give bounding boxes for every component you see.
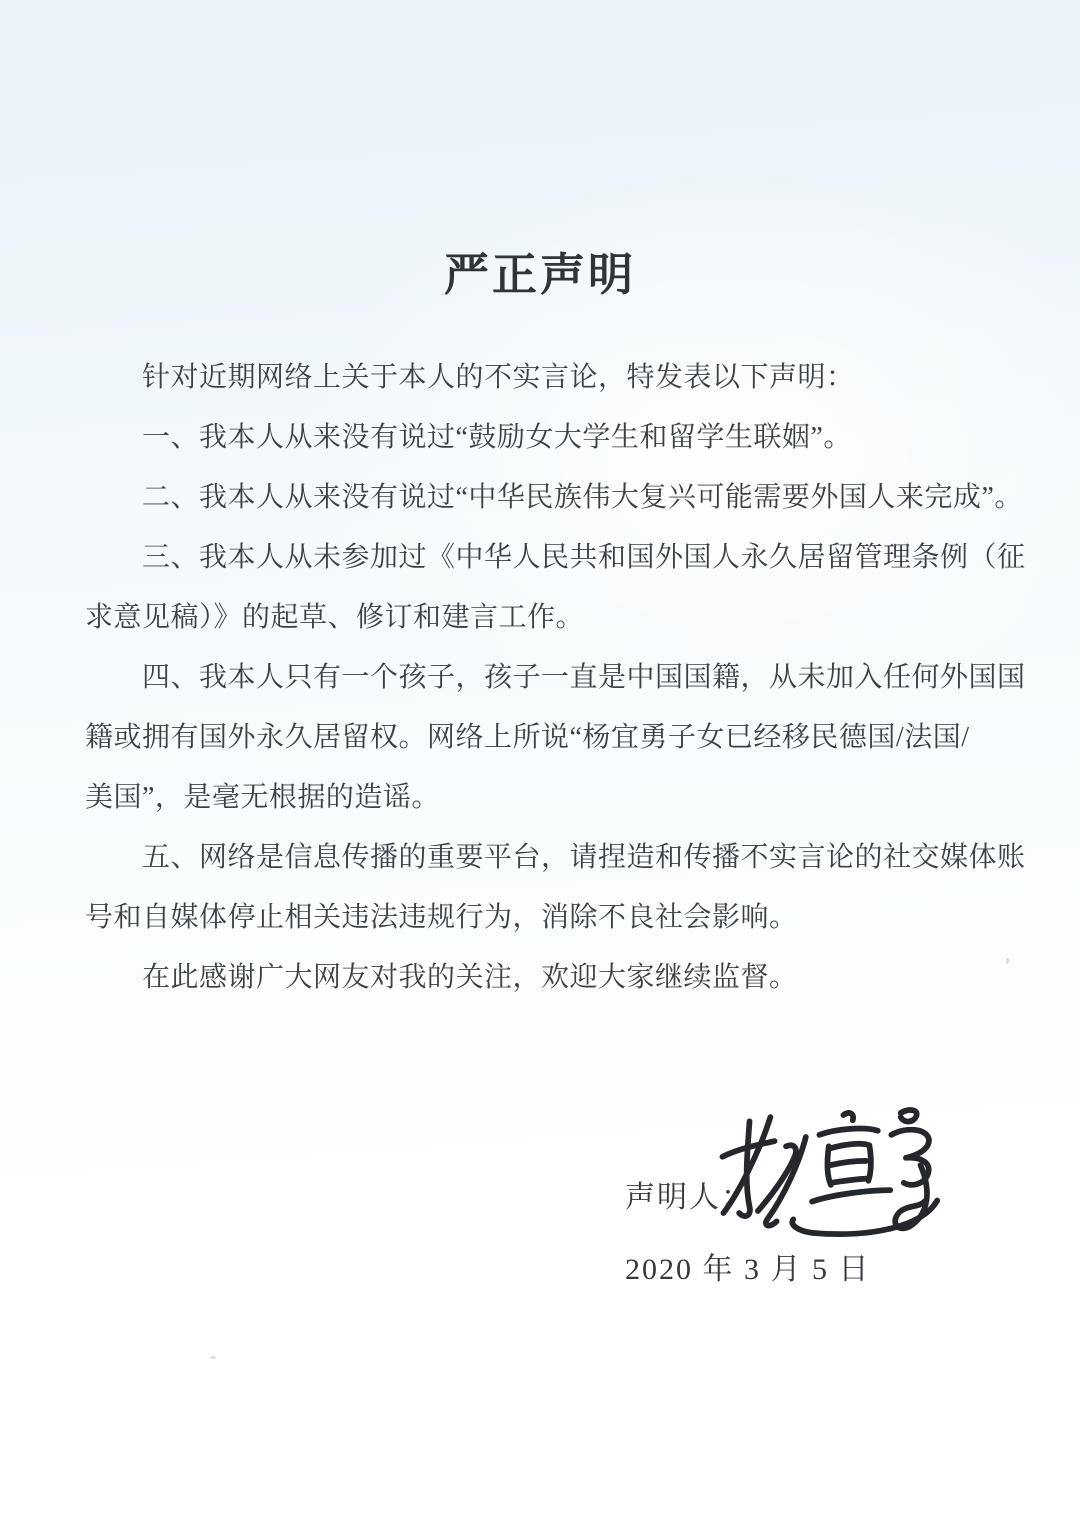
statement-line: 四、我本人只有一个孩子，孩子一直是中国国籍，从未加入任何外国国 [142, 662, 1026, 693]
statement-line: 二、我本人从来没有说过“中华民族伟大复兴可能需要外国人来完成”。 [142, 482, 1023, 513]
signatory-label: 声明人： [625, 1181, 753, 1214]
signature-date: 2020 年 3 月 5 日 [625, 1253, 871, 1286]
statement-body [85, 348, 1025, 1008]
statement-line: 一、我本人从来没有说过“鼓励女大学生和留学生联姻”。 [142, 422, 852, 453]
statement-line: 求意见稿）》的起草、修订和建言工作。 [85, 602, 585, 633]
handwritten-signature [712, 1100, 957, 1250]
statement-line: 籍或拥有国外永久居留权。网络上所说“杨宜勇子女已经移民德国/法国/ [85, 722, 970, 753]
statement-line: 三、我本人从未参加过《中华人民共和国外国人永久居留管理条例（征 [142, 542, 1026, 573]
scan-artifact [1006, 958, 1009, 964]
statement-line: 五、网络是信息传播的重要平台，请捏造和传播不实言论的社交媒体账 [142, 842, 1026, 873]
statement-line: 美国”，是毫无根据的造谣。 [85, 782, 440, 813]
statement-line: 针对近期网络上关于本人的不实言论，特发表以下声明： [142, 362, 855, 393]
statement-line: 号和自媒体停止相关违法违规行为，消除不良社会影响。 [85, 902, 798, 933]
statement-line: 在此感谢广大网友对我的关注，欢迎大家继续监督。 [142, 962, 798, 993]
document-title: 严正声明 [443, 249, 636, 300]
scan-artifact [210, 1356, 216, 1359]
